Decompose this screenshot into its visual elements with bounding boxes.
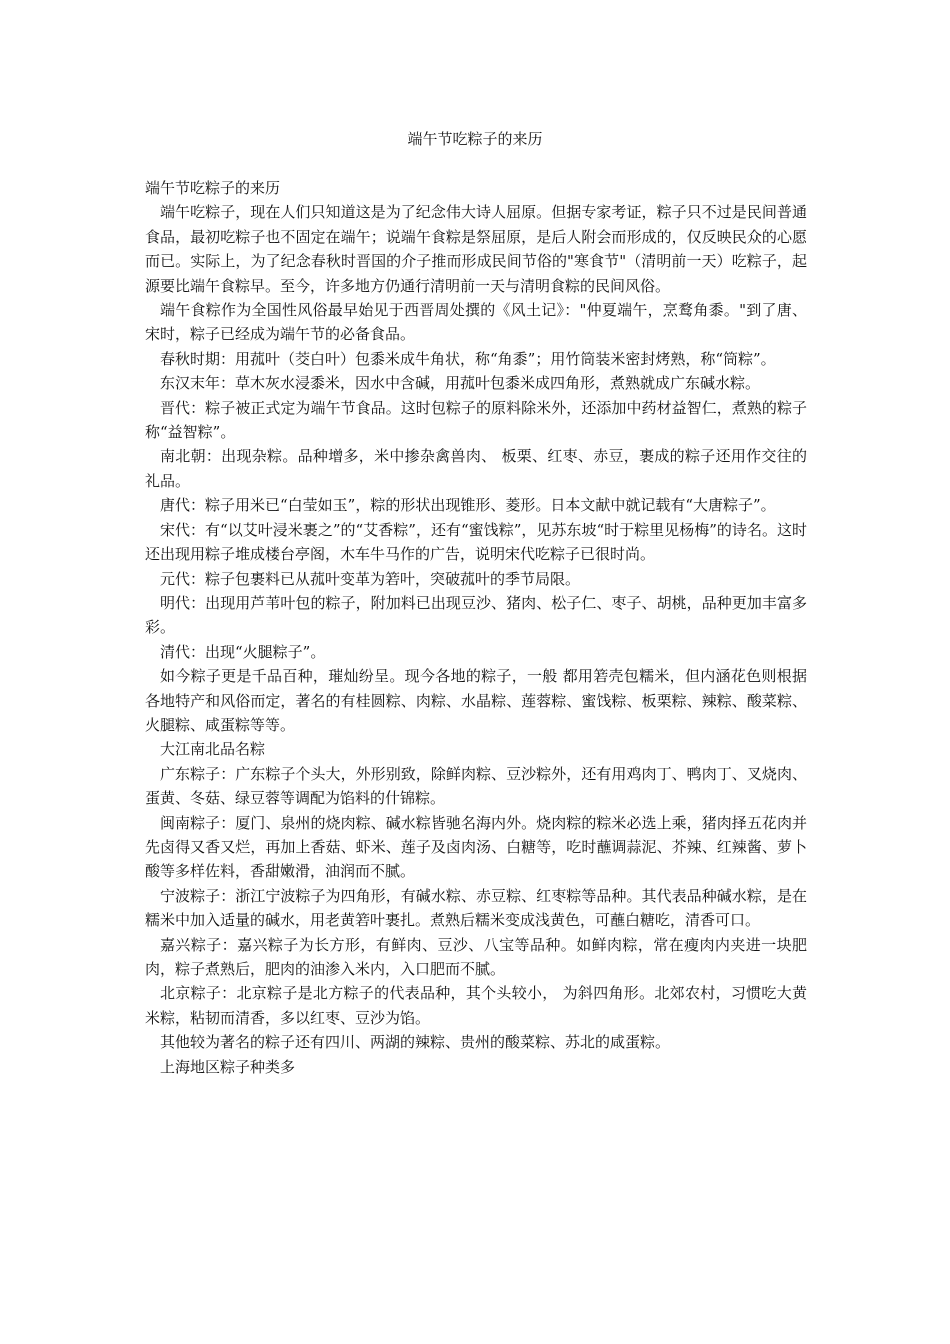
- subheading: 上海地区粽子种类多: [160, 1057, 296, 1076]
- paragraph: 嘉兴粽子：嘉兴粽子为长方形，有鲜肉、豆沙、八宝等品种。如鲜肉粽，常在瘦肉内夹进一块肥肉，粽子煮熟后，肥肉的油渗入米内，入口肥而不腻。: [145, 935, 807, 978]
- paragraph: 闽南粽子：厦门、泉州的烧肉粽、碱水粽皆驰名海内外。烧肉粽的粽米必选上乘，猪肉择五花肉并先卤得又香又烂，再加上香菇、虾米、莲子及卤肉汤、白糖等，吃时蘸调蒜泥、芥辣、红辣酱、萝卜酸等多样佐料，香甜嫩滑，油润而不腻。: [145, 813, 807, 881]
- document-title: 端午节吃粽子的来历: [407, 130, 543, 148]
- paragraph: 宁波粽子：浙江宁波粽子为四角形，有碱水粽、赤豆粽、红枣粽等品种。其代表品种碱水粽，是在糯米中加入适量的碱水，用老黄箬叶裹扎。煮熟后糯米变成浅黄色，可蘸白糖吃，清香可口。: [145, 886, 807, 930]
- paragraph: 清代：出现“火腿粽子”。: [160, 642, 326, 661]
- paragraph: 明代：出现用芦苇叶包的粽子，附加料已出现豆沙、猪肉、松子仁、枣子、胡桃，品种更加丰富多彩。: [145, 593, 807, 637]
- paragraph: 端午食粽作为全国性风俗最早始见于西晋周处撰的《风土记》："仲夏端午，烹鹜角黍。"到了唐、宋时，粽子已经成为端午节的必备食品。: [145, 301, 807, 344]
- paragraph: 如今粽子更是千品百种，璀灿纷呈。现今各地的粽子，一般 都用箬壳包糯米，但内涵花色则根据各地特产和风俗而定，著名的有桂圆粽、肉粽、水晶粽、莲蓉粽、蜜饯粽、板栗粽、辣粽、酸菜粽、火腿粽、咸蛋粽等等。: [145, 667, 807, 734]
- paragraph: 宋代：有“以艾叶浸米裹之”的“艾香粽”，还有“蜜饯粽”，见苏东坡“时于粽里见杨梅”的诗名。这时还出现用粽子堆成楼台亭阁，木车牛马作的广告，说明宋代吃粽子已很时尚。: [145, 520, 807, 564]
- subheading: 大江南北品名粽: [160, 740, 266, 759]
- paragraph: 端午吃粽子，现在人们只知道这是为了纪念伟大诗人屈原。但据专家考证，粽子只不过是民间普通食品，最初吃粽子也不固定在端午；说端午食粽是祭屈原，是后人附会而形成的，仅反映民众的心愿而已。实际上，为了纪念春秋时晋国的介子推而形成民间节俗的"寒食节"（清明前一天）吃粽子，起源要比端午食粽早。至今，许多地方仍通行清明前一天与清明食粽的民间风俗。: [145, 203, 807, 295]
- paragraph: 春秋时期：用菰叶（茭白叶）包黍米成牛角状，称“角黍”；用竹筒装米密封烤熟，称“筒粽”。: [160, 349, 776, 368]
- paragraph: 广东粽子：广东粽子个头大，外形别致，除鲜肉粽、豆沙粽外，还有用鸡肉丁、鸭肉丁、叉烧肉、蛋黄、冬菇、绿豆蓉等调配为馅料的什锦粽。: [145, 764, 807, 808]
- paragraph: 唐代：粽子用米已“白莹如玉”，粽的形状出现锥形、菱形。日本文献中就记载有“大唐粽子”。: [160, 496, 776, 515]
- section-heading: 端午节吃粽子的来历: [145, 179, 281, 197]
- document-body: [145, 176, 807, 1079]
- paragraph: 北京粽子：北京粽子是北方粽子的代表品种，其个头较小， 为斜四角形。北郊农村，习惯吃大黄米粽，粘韧而清香，多以红枣、豆沙为馅。: [145, 984, 807, 1027]
- paragraph: 晋代：粽子被正式定为端午节食品。这时包粽子的原料除米外，还添加中药材益智仁，煮熟的粽子称“益智粽”。: [145, 398, 807, 442]
- paragraph: 南北朝：出现杂粽。品种增多，米中掺杂禽兽肉、 板栗、红枣、赤豆，裹成的粽子还用作交往的礼品。: [145, 447, 807, 490]
- paragraph: 东汉末年：草木灰水浸黍米，因水中含碱，用菰叶包黍米成四角形，煮熟就成广东碱水粽。: [160, 374, 761, 393]
- paragraph: 元代：粽子包裹料已从菰叶变革为箬叶，突破菰叶的季节局限。: [160, 569, 581, 588]
- paragraph: 其他较为著名的粽子还有四川、两湖的辣粽、贵州的酸菜粽、苏北的咸蛋粽。: [160, 1033, 671, 1052]
